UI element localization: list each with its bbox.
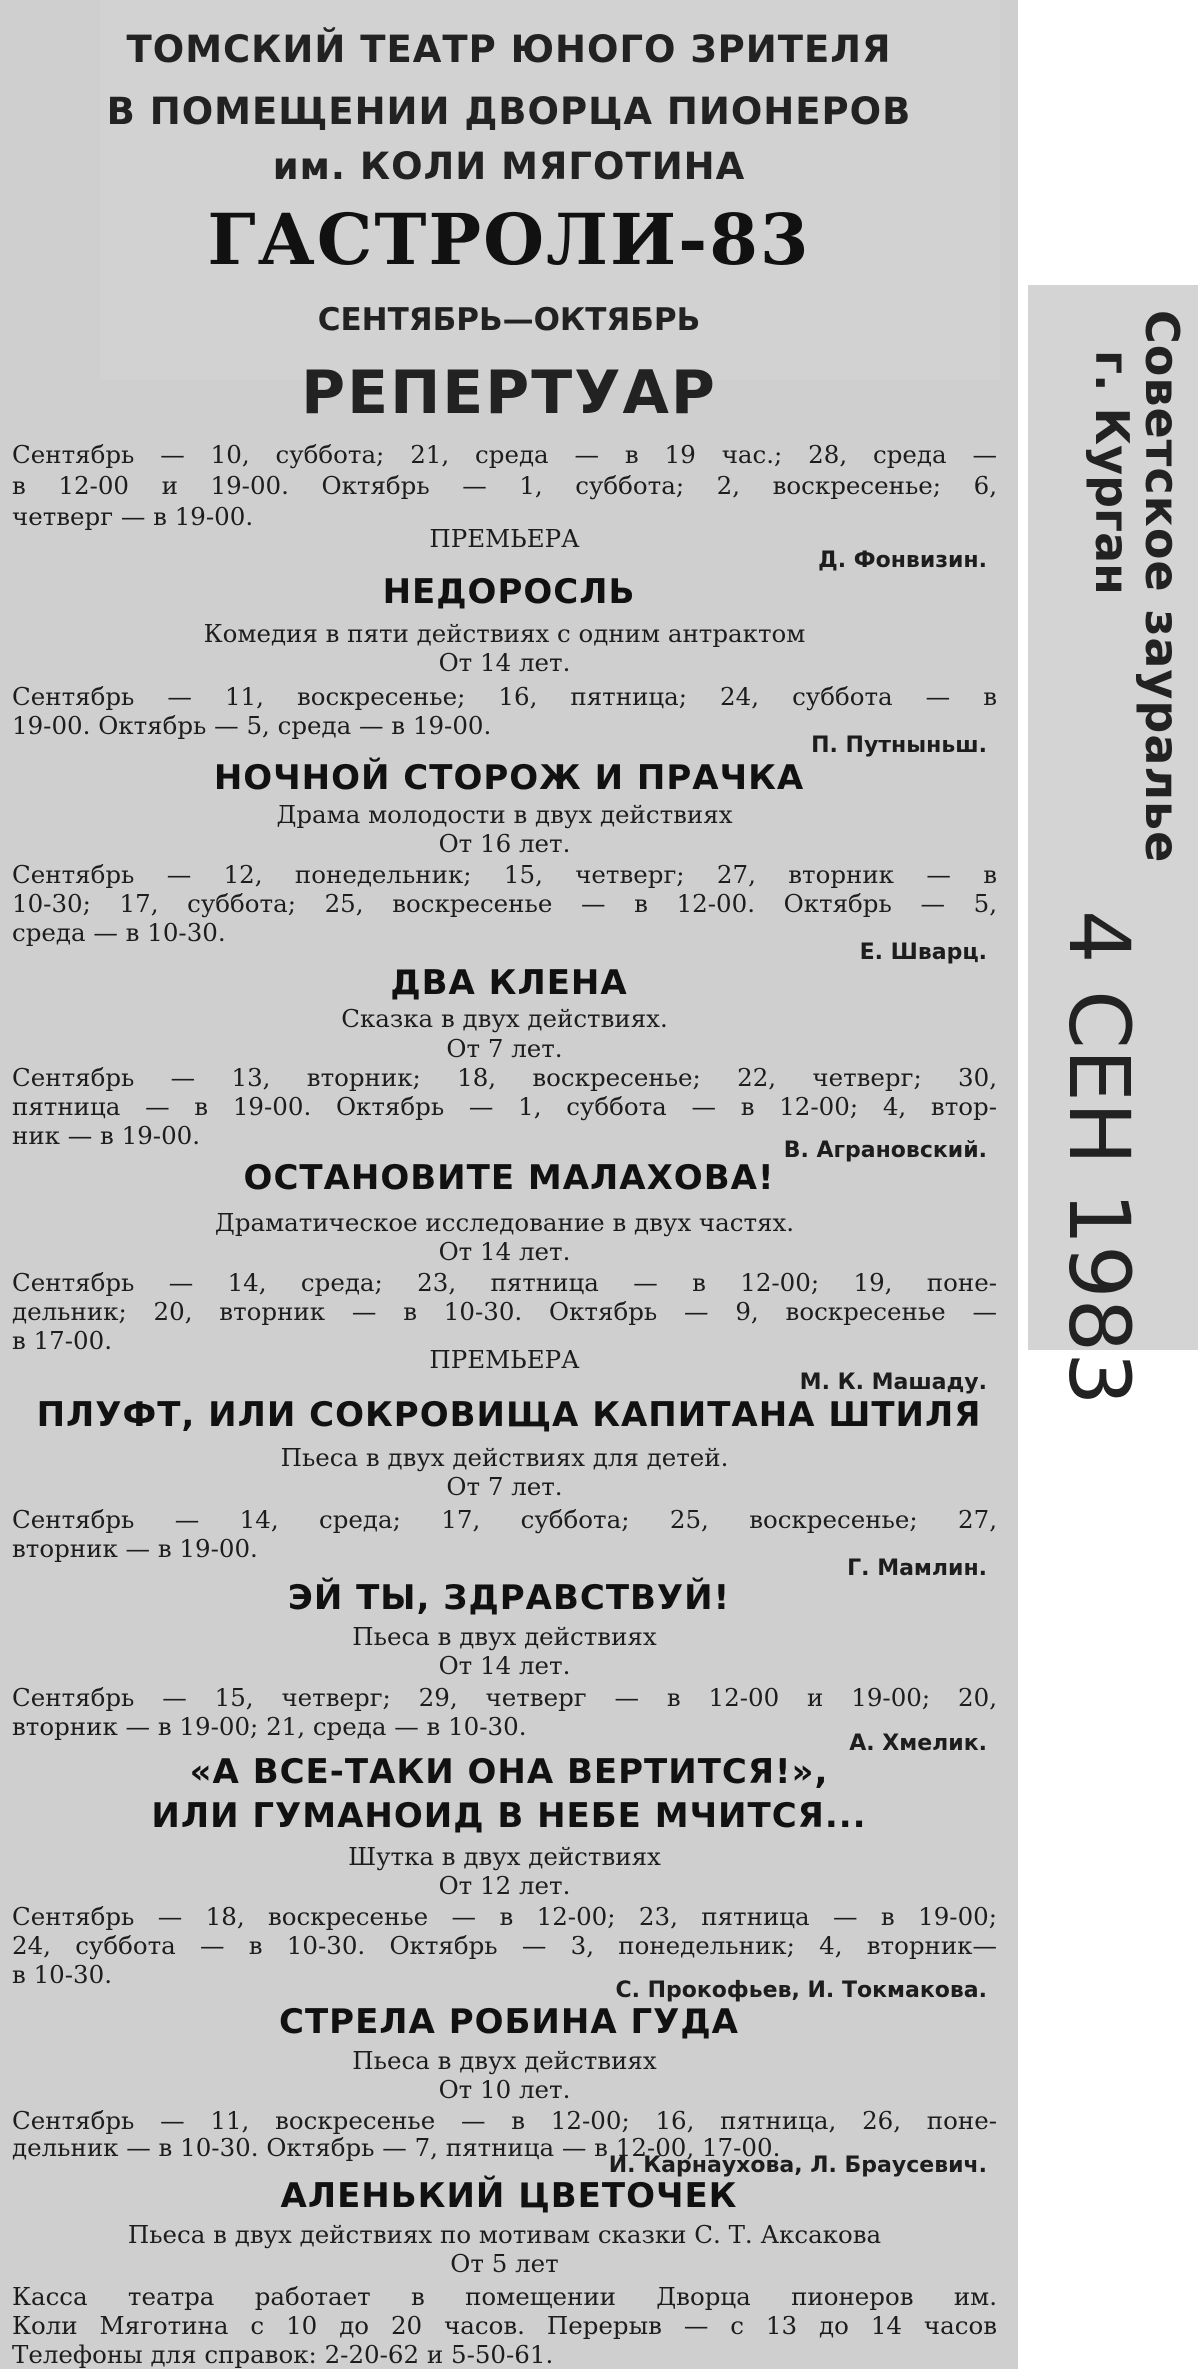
play-author: С. Прокофьев, И. Токмакова. <box>615 1978 987 2003</box>
play-schedule: Сентябрь — 14, среда; 23, пятница — в 12-00; 19, поне- <box>12 1268 997 1297</box>
play-title: ЭЙ ТЫ, ЗДРАВСТВУЙ! <box>287 1578 731 1618</box>
play-title-subtitle: ИЛИ ГУМАНОИД В НЕБЕ МЧИТСЯ... <box>151 1796 867 1836</box>
play-schedule: 24, суббота — в 10-30. Октябрь — 3, понедельник; 4, вторник— <box>12 1931 997 1960</box>
play-schedule: Сентябрь — 14, среда; 17, суббота; 25, воскресенье; 27, <box>12 1505 997 1534</box>
play-schedule: Сентябрь — 13, вторник; 18, воскресенье; 22, четверг; 30, <box>12 1063 997 1092</box>
play-author: А. Хмелик. <box>849 1731 987 1756</box>
premiere-label: ПРЕМЬЕРА <box>429 1345 580 1374</box>
play-schedule: в 10-30. <box>12 1960 112 1989</box>
theater-location: В ПОМЕЩЕНИИ ДВОРЦА ПИОНЕРОВ <box>106 90 912 133</box>
play-age: От 14 лет. <box>438 648 571 677</box>
intro-line: четверг — в 19-00. <box>12 502 254 531</box>
intro-line: в 12-00 и 19-00. Октябрь — 1, суббота; 2, воскресенье; 6, <box>12 471 997 500</box>
play-author: В. Аграновский. <box>783 1138 987 1163</box>
stub-paper-name: Советское зауралье <box>1135 310 1189 864</box>
play-genre: Пьеса в двух действиях по мотивам сказки С. Т. Аксакова <box>127 2220 882 2249</box>
footer-hours: Коли Мяготина с 10 до 20 часов. Перерыв — с 13 до 14 часов <box>12 2311 997 2340</box>
play-age: От 5 лет <box>450 2249 559 2278</box>
play-title: «А ВСЕ-ТАКИ ОНА ВЕРТИТСЯ!», <box>189 1752 829 1792</box>
play-title: ДВА КЛЕНА <box>390 963 628 1003</box>
theater-name: ТОМСКИЙ ТЕАТР ЮНОГО ЗРИТЕЛЯ <box>126 28 892 71</box>
page-title: ГАСТРОЛИ-83 <box>207 198 811 281</box>
play-title: НОЧНОЙ СТОРОЖ И ПРАЧКА <box>213 758 805 798</box>
play-age: От 7 лет. <box>446 1472 563 1501</box>
play-title: ПЛУФТ, ИЛИ СОКРОВИЩА КАПИТАНА ШТИЛЯ <box>36 1395 982 1435</box>
play-author: Е. Шварц. <box>859 940 987 965</box>
play-author: Г. Мамлин. <box>847 1556 987 1581</box>
play-schedule: ник — в 19-00. <box>12 1121 201 1150</box>
play-schedule: вторник — в 19-00. <box>12 1534 258 1563</box>
season-months: СЕНТЯБРЬ—ОКТЯБРЬ <box>317 302 701 338</box>
play-schedule: 19-00. Октябрь — 5, среда — в 19-00. <box>12 711 492 740</box>
play-genre: Пьеса в двух действиях для детей. <box>280 1443 729 1472</box>
stub-date-stamp: 4 СЕН 1983 <box>1050 910 1148 1406</box>
play-author: П. Путныньш. <box>811 733 987 758</box>
play-author: М. К. Машаду. <box>799 1370 987 1395</box>
play-schedule: дельник — в 10-30. Октябрь — 7, пятница — в 12-00, 17-00. <box>12 2133 781 2162</box>
play-age: От 14 лет. <box>438 1237 571 1266</box>
play-title: НЕДОРОСЛЬ <box>382 572 636 612</box>
play-schedule: в 17-00. <box>12 1326 112 1355</box>
play-age: От 7 лет. <box>446 1034 563 1063</box>
play-genre: Драматическое исследование в двух частях. <box>214 1208 795 1237</box>
play-schedule: пятница — в 19-00. Октябрь — 1, суббота — в 12-00; 4, втор- <box>12 1092 997 1121</box>
play-age: От 10 лет. <box>438 2075 571 2104</box>
stub-city: г. Курган <box>1085 350 1139 595</box>
play-schedule: Сентябрь — 11, воскресенье; 16, пятница; 24, суббота — в <box>12 682 997 711</box>
play-schedule: Сентябрь — 15, четверг; 29, четверг — в 12-00 и 19-00; 20, <box>12 1683 997 1712</box>
play-genre: Комедия в пяти действиях с одним антрактом <box>203 619 806 648</box>
play-age: От 16 лет. <box>438 829 571 858</box>
play-schedule: среда — в 10-30. <box>12 918 226 947</box>
theater-named-after: им. КОЛИ МЯГОТИНА <box>272 145 746 188</box>
play-age: От 14 лет. <box>438 1651 571 1680</box>
play-schedule: Сентябрь — 12, понедельник; 15, четверг; 27, вторник — в <box>12 860 997 889</box>
play-schedule: дельник; 20, вторник — в 10-30. Октябрь — 9, воскресенье — <box>12 1297 997 1326</box>
play-schedule: вторник — в 19-00; 21, среда — в 10-30. <box>12 1712 527 1741</box>
repertoire-heading: РЕПЕРТУАР <box>301 358 717 428</box>
premiere-label: ПРЕМЬЕРА <box>429 524 580 553</box>
play-genre: Сказка в двух действиях. <box>341 1004 668 1033</box>
play-schedule: Сентябрь — 11, воскресенье — в 12-00; 16, пятница, 26, поне- <box>12 2106 997 2135</box>
play-genre: Пьеса в двух действиях <box>352 2046 657 2075</box>
play-title: ОСТАНОВИТЕ МАЛАХОВА! <box>243 1158 775 1198</box>
play-author: И. Карнаухова, Л. Браусевич. <box>608 2153 987 2178</box>
play-genre: Шутка в двух действиях <box>348 1842 661 1871</box>
play-author: Д. Фонвизин. <box>818 548 987 573</box>
play-schedule: 10-30; 17, суббота; 25, воскресенье — в 12-00. Октябрь — 5, <box>12 889 997 918</box>
play-title: АЛЕНЬКИЙ ЦВЕТОЧЕК <box>280 2176 738 2216</box>
footer-phones: Телефоны для справок: 2-20-62 и 5-50-61. <box>12 2340 554 2369</box>
play-title: СТРЕЛА РОБИНА ГУДА <box>279 2002 739 2042</box>
footer-box-office: Касса театра работает в помещении Дворца пионеров им. <box>12 2282 997 2311</box>
play-genre: Пьеса в двух действиях <box>352 1622 657 1651</box>
play-genre: Драма молодости в двух действиях <box>276 800 733 829</box>
intro-line: Сентябрь — 10, суббота; 21, среда — в 19 час.; 28, среда — <box>12 440 997 469</box>
play-age: От 12 лет. <box>438 1871 571 1900</box>
play-schedule: Сентябрь — 18, воскресенье — в 12-00; 23, пятница — в 19-00; <box>12 1902 997 1931</box>
